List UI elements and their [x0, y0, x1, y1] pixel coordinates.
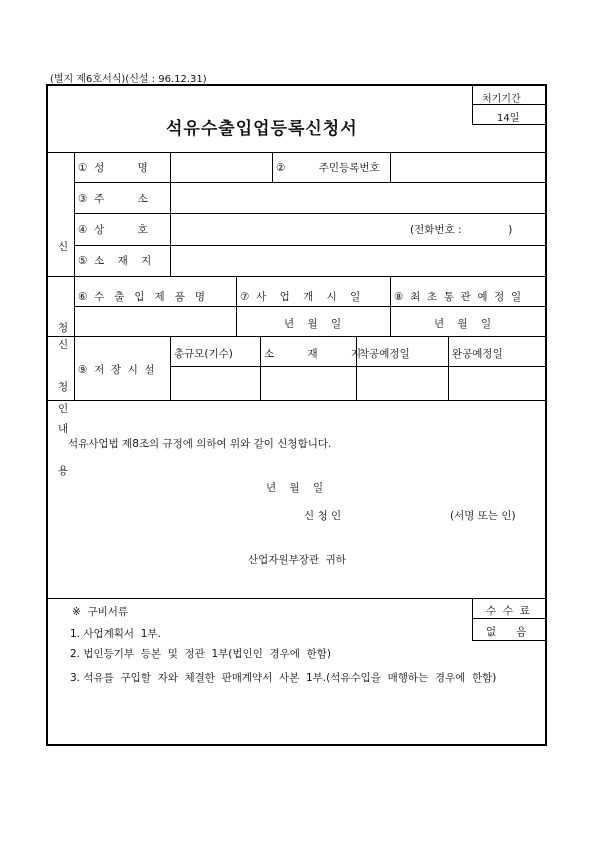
processing-period-label: 처기기간	[482, 94, 521, 105]
declaration-statement: 석유사업법 제8조의 규정에 의하여 위와 같이 신청합니다.	[68, 438, 332, 450]
business-start-label: ⑦ 사 업 개 시 일	[240, 291, 361, 303]
form-frame	[46, 84, 547, 746]
construction-start-label: 착공예정일	[359, 348, 410, 360]
facility-location-label: 소 재 지	[264, 348, 362, 360]
applicant-sign-label: 신 청 인	[304, 510, 342, 522]
application-section-label: 신 청 내 용	[58, 339, 69, 477]
total-capacity-label: 총규모(기수)	[174, 348, 233, 360]
declaration-date: 년 월 일	[266, 482, 324, 494]
recipient-label: 산업자원부장관 귀하	[248, 554, 346, 566]
signature-label: (서명 또는 인)	[450, 510, 516, 522]
form-header-note: (별지 제6호서식)(신설 : 96.12.31)	[50, 74, 207, 85]
resident-number-label: ② 주민등록번호	[276, 162, 380, 174]
document-item: 3. 석유를 구입할 자와 체결한 판매계약서 사본 1부.(석유수입을 매행하는 경우에 한함)	[70, 672, 497, 684]
address-label: ③ 주 소	[78, 193, 148, 205]
processing-period-value: 14일	[497, 113, 520, 124]
location-label: ⑤ 소 재 지	[78, 255, 152, 267]
business-start-date: 년 월 일	[284, 318, 342, 330]
export-import-products-label: ⑥ 수 출 입 제 품 명	[78, 291, 206, 303]
first-customs-label: ⑧ 최 초 통 관 예 정 일	[394, 291, 522, 303]
trade-name-label: ④ 상 호	[78, 224, 148, 236]
phone-label: (전화번호 : )	[410, 224, 513, 236]
storage-facility-label: ⑨ 저 장 시 설	[78, 364, 155, 376]
name-label: ① 성 명	[78, 162, 148, 174]
fee-value: 없 음	[486, 626, 527, 638]
required-documents-title: ※ 구비서류	[72, 606, 129, 618]
document-item: 2. 법인등기부 등본 및 정관 1부(법인인 경우에 한함)	[70, 648, 331, 660]
form-title: 석유수출입업등록신청서	[166, 119, 358, 139]
completion-date-label: 완공예정일	[452, 348, 503, 360]
fee-label: 수 수 료	[486, 605, 530, 617]
document-item: 1. 사업계획서 1부.	[70, 628, 161, 640]
applicant-section-label: 신 청 인	[58, 241, 69, 415]
first-customs-date: 년 월 일	[434, 318, 492, 330]
